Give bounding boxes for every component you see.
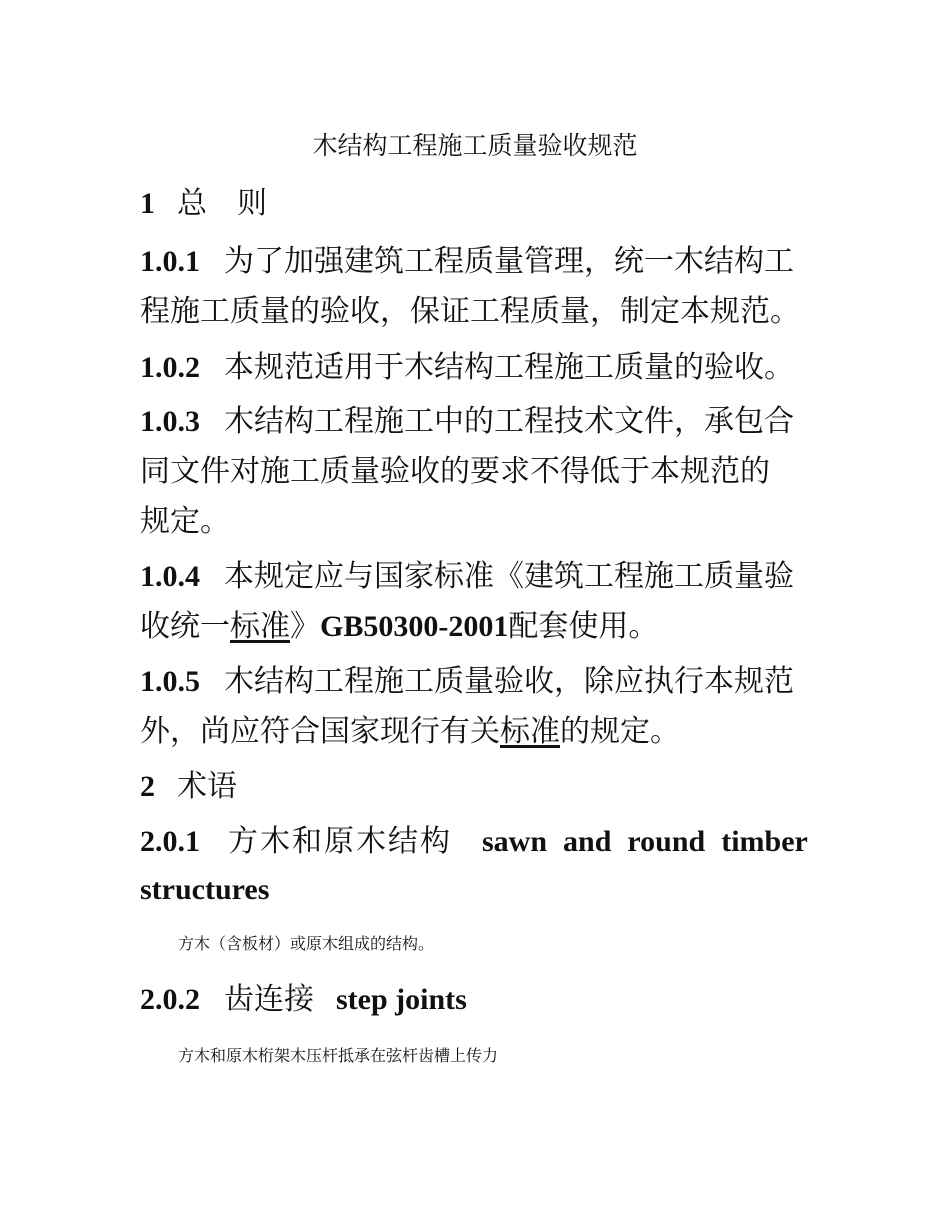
clause-text: 木结构工程施工质量验收，除应执行本规范: [224, 664, 794, 699]
clause-2-0-1-definition: 方木（含板材）或原木组成的结构。: [178, 934, 435, 953]
clause-1-0-2-line-1: [140, 346, 830, 390]
clause-text: 木结构工程施工中的工程技术文件，承包合: [224, 404, 794, 439]
clause-text: 为了加强建筑工程质量管理，统一木结构工: [224, 244, 794, 279]
clause-1-0-1-line-2: 程施工质量的验收，保证工程质量，制定本规范。: [140, 294, 800, 329]
clause-1-0-3-line-2: 同文件对施工质量验收的要求不得低于本规范的: [140, 454, 770, 489]
clause-number: 1.0.4: [140, 560, 200, 593]
chapter-title: 术语: [177, 769, 237, 804]
clause-1-0-4-line-1: [140, 555, 830, 599]
standard-code: GB50300-2001: [320, 610, 509, 643]
clause-1-0-3-line-1: [140, 400, 830, 444]
chapter-title: 总 则: [177, 186, 267, 221]
standard-link[interactable]: 标准: [230, 609, 290, 644]
standard-link[interactable]: 标准: [500, 714, 560, 749]
term-chinese: 齿连接: [224, 982, 314, 1017]
clause-1-0-3-line-3: 规定。: [140, 504, 230, 539]
clause-number: 2.0.1: [140, 825, 200, 858]
clause-text: 本规范适用于木结构工程施工质量的验收。: [224, 350, 794, 385]
clause-2-0-2-line-1: [140, 978, 830, 1022]
term-english-word: round: [627, 825, 706, 858]
term-english: step joints: [336, 983, 467, 1016]
clause-2-0-1-line-2: [140, 868, 830, 912]
clause-1-0-5-line-2: [140, 710, 830, 754]
chapter-number: 1: [140, 187, 155, 220]
clause-2-0-1-line-1: [140, 820, 830, 864]
term-chinese: 方木和原木结构: [228, 824, 452, 859]
clause-text: 本规定应与国家标准《建筑工程施工质量验: [224, 559, 794, 594]
clause-text: 》: [290, 609, 320, 644]
chapter-1-heading: [140, 182, 830, 226]
clause-number: 1.0.3: [140, 405, 200, 438]
clause-number: 1.0.1: [140, 245, 200, 278]
clause-number: 2.0.2: [140, 983, 200, 1016]
clause-number: 1.0.2: [140, 351, 200, 384]
clause-1-0-5-line-1: [140, 660, 830, 704]
chapter-2-heading: [140, 765, 830, 809]
chapter-number: 2: [140, 770, 155, 803]
clause-text: 的规定。: [560, 714, 680, 749]
clause-text: 收统一: [140, 609, 230, 644]
clause-number: 1.0.5: [140, 665, 200, 698]
document-title: 木结构工程施工质量验收规范: [312, 131, 638, 160]
term-english: structures: [140, 873, 270, 906]
clause-1-0-1-line-1: [140, 240, 830, 284]
clause-1-0-4-line-2: [140, 605, 830, 649]
clause-text: 配套使用。: [508, 609, 659, 644]
term-english-word: and: [563, 825, 612, 858]
clause-2-0-2-definition: 方木和原木桁架木压杆抵承在弦杆齿槽上传力: [178, 1046, 499, 1065]
term-english-word: sawn: [482, 825, 548, 858]
term-english-word: timber: [721, 825, 808, 858]
clause-text: 外，尚应符合国家现行有关: [140, 714, 500, 749]
